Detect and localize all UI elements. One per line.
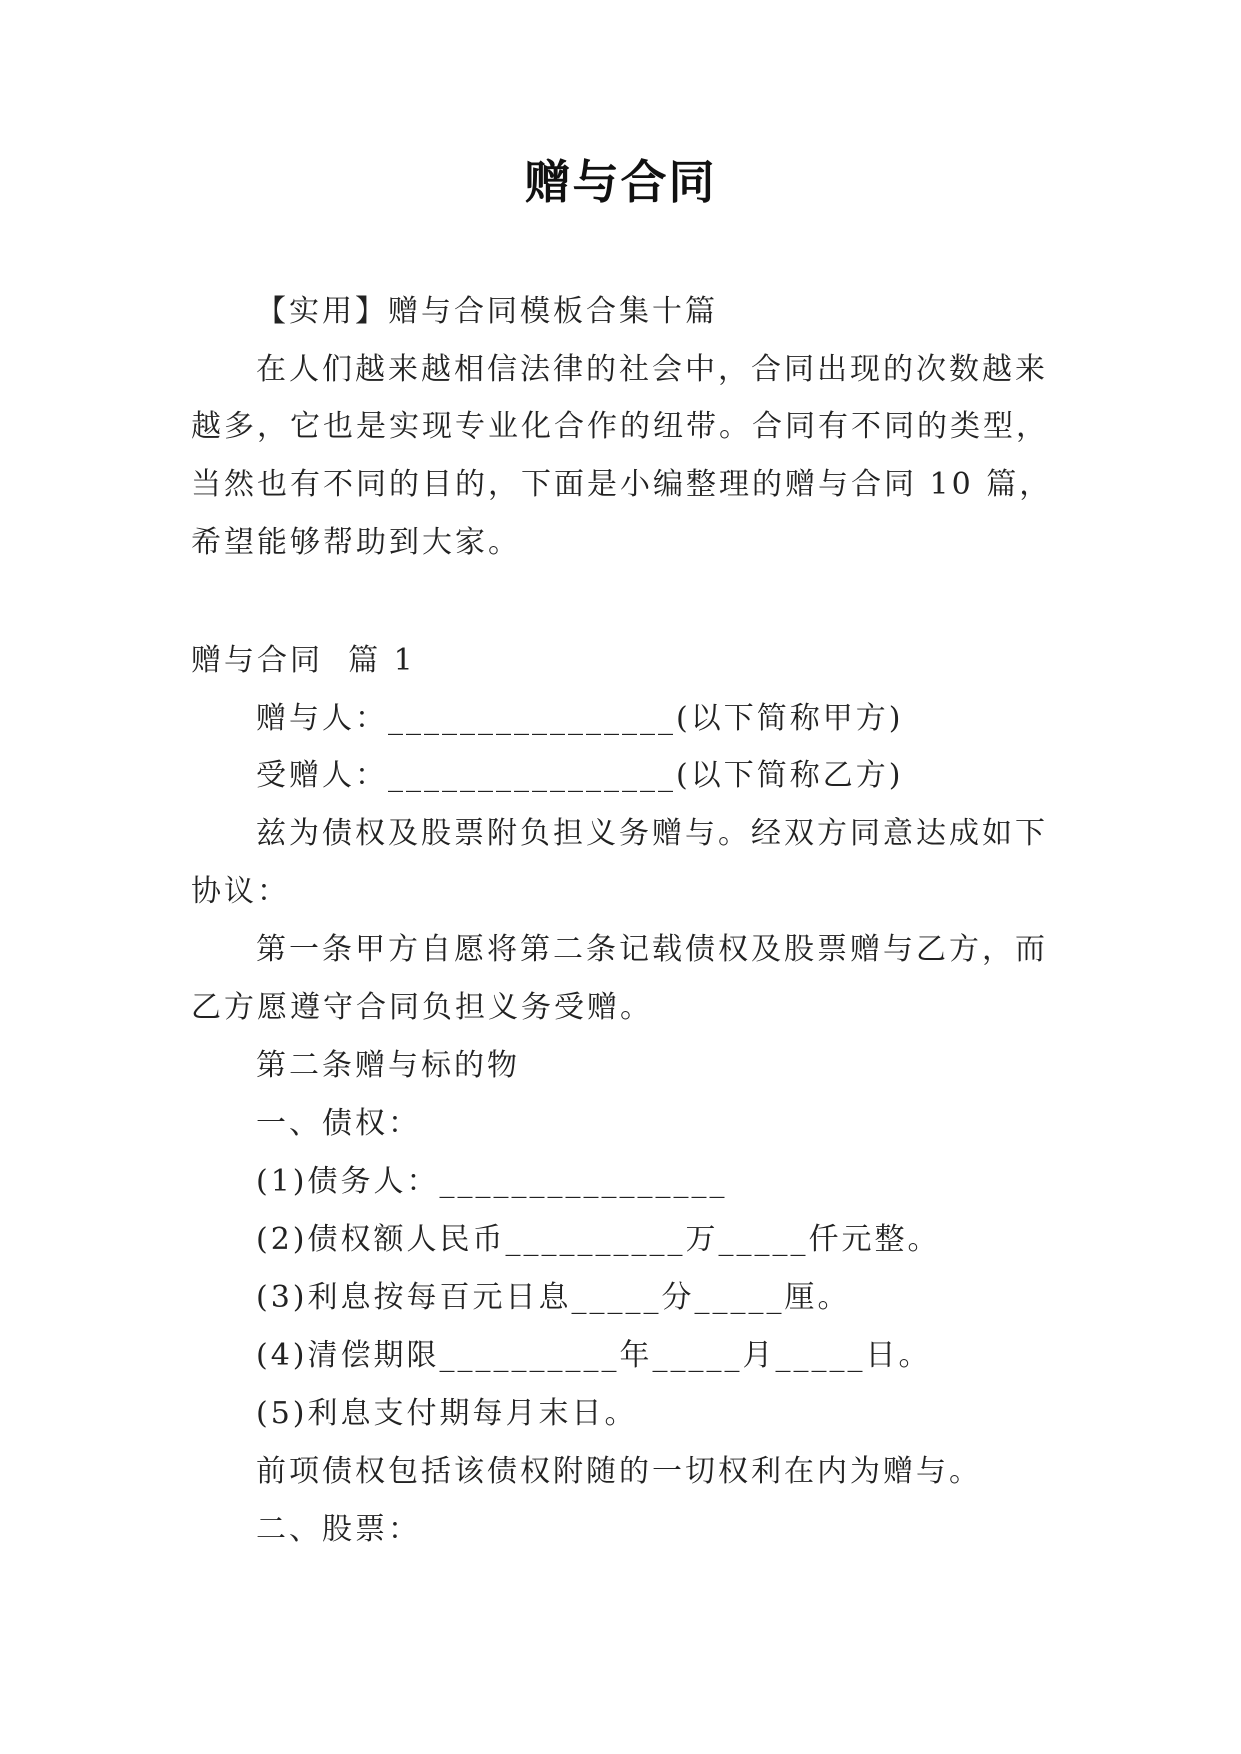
- agreement-line-1: 兹为债权及股票附负担义务赠与。经双方同意达成如下: [256, 816, 1048, 851]
- claim-heading: 一、债权：: [256, 1106, 421, 1141]
- intro-line-2: 越多，它也是实现专业化合作的纽带。合同有不同的类型，: [191, 409, 1049, 444]
- claim-item-1: (1)债务人：________________: [256, 1164, 728, 1199]
- document-title: 赠与合同: [524, 155, 717, 209]
- stock-heading: 二、股票：: [256, 1512, 421, 1547]
- article-1-line-1: 第一条甲方自愿将第二条记载债权及股票赠与乙方，而: [256, 932, 1048, 967]
- intro-line-3: 当然也有不同的目的，下面是小编整理的赠与合同 10 篇，: [191, 467, 1053, 502]
- claim-note: 前项债权包括该债权附随的一切权利在内为赠与。: [256, 1454, 982, 1489]
- section-heading: 赠与合同 篇 1: [191, 643, 416, 678]
- donor-line: 赠与人：________________(以下简称甲方): [256, 701, 904, 736]
- claim-item-3: (3)利息按每百元日息_____分_____厘。: [256, 1280, 851, 1315]
- intro-line-4: 希望能够帮助到大家。: [191, 525, 521, 560]
- intro-line-1: 在人们越来越相信法律的社会中，合同出现的次数越来: [256, 352, 1048, 387]
- claim-item-4: (4)清偿期限__________年_____月_____日。: [256, 1338, 932, 1373]
- article-1-line-2: 乙方愿遵守合同负担义务受赠。: [191, 990, 653, 1025]
- donee-line: 受赠人：________________(以下简称乙方): [256, 758, 904, 793]
- claim-item-5: (5)利息支付期每月末日。: [256, 1396, 638, 1431]
- subtitle-line: 【实用】赠与合同模板合集十篇: [256, 294, 718, 329]
- agreement-line-2: 协议：: [191, 874, 290, 909]
- article-2-heading: 第二条赠与标的物: [256, 1048, 520, 1083]
- claim-item-2: (2)债权额人民币__________万_____仟元整。: [256, 1222, 941, 1257]
